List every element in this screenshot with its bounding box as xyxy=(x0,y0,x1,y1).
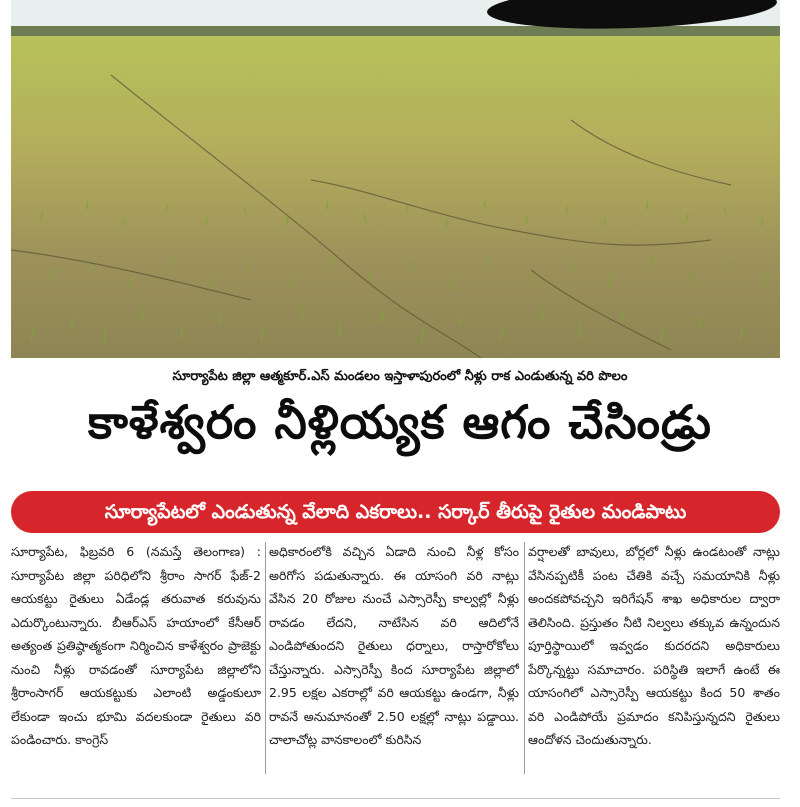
subheadline-banner: సూర్యాపేటలో ఎండుతున్న వేలాది ఎకరాలు.. సర్కార్ తీరుపై రైతుల మండిపాటు xyxy=(11,491,780,533)
column-divider xyxy=(265,542,266,774)
article-column-1: సూర్యాపేట, ఫిబ్రవరి 6 (నమస్తే తెలంగాణ) : సూర్యాపేట జిల్లా పరిధిలోని శ్రీరాం సాగర్ ఫేజ్-2 ఆయకట్టు రైతులు ఏడేండ్ల తరువాత కరువును ఎదుర్కొంటున్నారు. బీఆర్ఎస్ హయాంలో కేసీఆర్ అత్యంత ప్రతిష్ఠాత్మకంగా నిర్మించిన కాళేశ్వరం ప్రాజెక్టు నుంచి నీళ్లు రావడంతో సూర్యాపేట జిల్లాలోని శ్రీరాంసాగర్ ఆయకట్టుకు ఎలాంటి అడ్డంకులూ లేకుండా ఇంచు భూమి వదలకుండా రైతులు వరి పండించారు. కాంగ్రెస్ xyxy=(11,544,261,747)
article-column-2: అధికారంలోకి వచ్చిన ఏడాది నుంచి నీళ్ల కోసం అరిగోస పడుతున్నారు. ఈ యాసంగి వరి నాట్లు వేసిన 20 రోజుల నుంచే ఎస్సారెస్పీ కాల్వల్లో నీళ్లు రావడం లేదని, నాటేసిన వరి ఆదిలోనే ఎండిపోతుందని రైతులు ధర్నాలు, రాస్తారోకోలు చేస్తున్నారు. ఎస్సారెస్పీ కింద సూర్యాపేట జిల్లాలో 2.95 లక్షల ఎకరాల్లో వరి ఆయకట్టు ఉండగా, నీళ్లు రావనే అనుమానంతో 2.50 లక్షల్లో నాట్లు పడ్డాయి. చాలాచోట్ల వానకాలంలో కురిసిన xyxy=(269,544,519,747)
article-column-3: వర్షాలతో బావులు, బోర్లలో నీళ్లు ఉండటంతో నాట్లు వేసినప్పటికీ పంట చేతికి వచ్చే సమయానికి నీళ్లు అందకపోవచ్చని ఇరిగేషన్ శాఖ అధికారుల ద్వారా తెలిసింది. ప్రస్తుతం నీటి నిల్వలు తక్కువ ఉన్నందున పూర్తిస్థాయిలో ఇవ్వడం కుదరదని అధికారులు పేర్కొన్నట్టు సమాచారం. పరిస్థితి ఇలాగే ఉంటే ఈ యాసంగిలో ఎస్సారెస్పీ ఆయకట్టు కింద 50 శాతం వరి ఎండిపోయే ప్రమాదం కనిపిస్తున్నదని రైతులు ఆందోళన చెందుతున్నారు. xyxy=(528,544,780,747)
photo-caption: సూర్యాపేట జిల్లా ఆత్మకూర్.ఎస్ మండలం ఇస్తాళాపురంలో నీళ్లు రాక ఎండుతున్న వరి పొలం xyxy=(172,369,628,384)
article-body xyxy=(11,540,780,780)
field-photo xyxy=(11,0,780,358)
headline: కాళేశ్వరం నీళ్లియ్యక ఆగం చేసిండ్రు xyxy=(88,395,712,449)
bottom-rule xyxy=(11,798,780,799)
column-divider xyxy=(524,542,525,774)
field-illustration xyxy=(11,0,780,358)
